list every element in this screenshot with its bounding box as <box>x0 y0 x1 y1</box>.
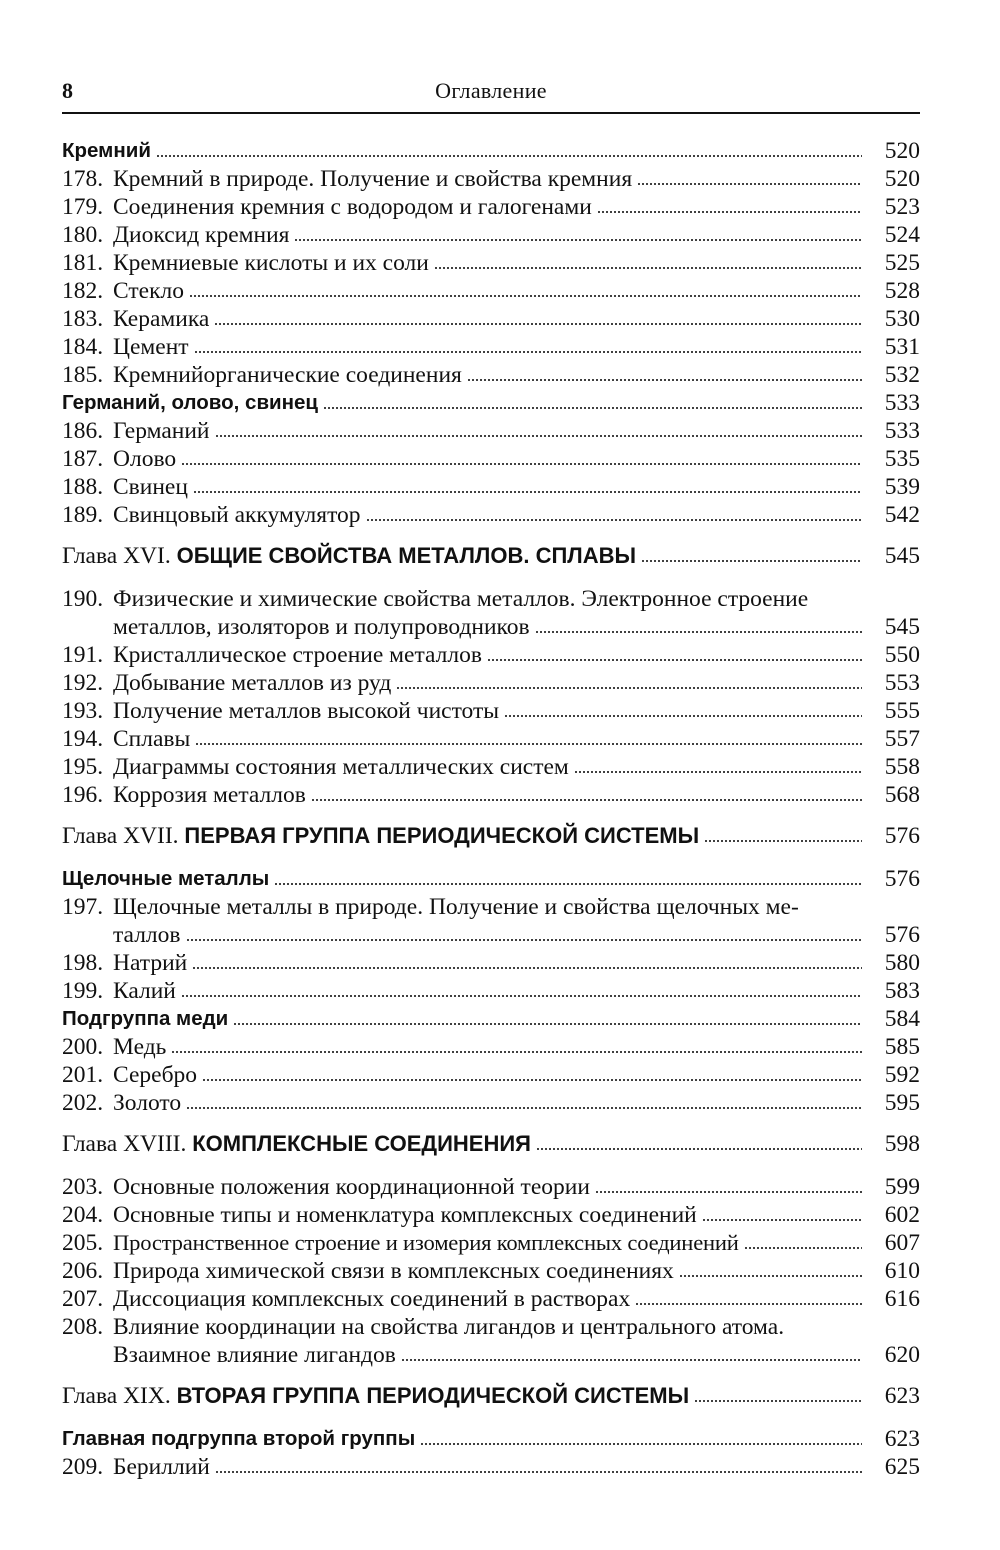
page-ref: 592 <box>884 1062 920 1088</box>
toc-entry[interactable] <box>62 697 920 725</box>
entry-title-line1: Щелочные металлы в природе. Получение и свойства щелочных ме- <box>113 894 799 920</box>
entry-number: 187. <box>62 446 104 472</box>
chapter-label: Глава XVIII. <box>62 1131 187 1157</box>
leader-dots <box>202 1061 862 1085</box>
entry-title: Медь <box>113 1034 167 1060</box>
toc-chapter[interactable] <box>62 542 920 570</box>
entry-number: 193. <box>62 698 104 724</box>
page-ref: 545 <box>884 543 920 569</box>
page-ref: 602 <box>884 1202 920 1228</box>
leader-dots <box>504 697 862 721</box>
entry-number: 201. <box>62 1062 104 1088</box>
entry-number: 191. <box>62 642 104 668</box>
entry-number: 190. <box>62 586 104 612</box>
leader-dots <box>574 753 862 777</box>
leader-dots <box>679 1257 862 1281</box>
toc-entry[interactable] <box>62 1453 920 1481</box>
page-ref: 553 <box>884 670 920 696</box>
page-number: 8 <box>62 78 73 103</box>
entry-title: Диссоциация комплексных соединений в растворах <box>113 1286 631 1312</box>
entry-number: 195. <box>62 754 104 780</box>
entry-title-line1: Физические и химические свойства металлов. Электронное строение <box>113 586 809 612</box>
leader-dots <box>702 1201 862 1225</box>
entry-number: 206. <box>62 1258 104 1284</box>
entry-title: Кремний в природе. Получение и свойства кремния <box>113 166 633 192</box>
toc-entry[interactable] <box>62 949 920 977</box>
toc-chapter[interactable] <box>62 822 920 850</box>
toc-entry[interactable] <box>62 1285 920 1313</box>
entry-title: Диаграммы состояния металлических систем <box>113 754 569 780</box>
toc-chapter[interactable] <box>62 1130 920 1158</box>
section-title: Германий, олово, свинец <box>62 391 319 414</box>
entry-number: 205. <box>62 1230 104 1256</box>
leader-dots <box>595 1173 862 1197</box>
page-ref: 550 <box>884 642 920 668</box>
page-ref: 520 <box>884 166 920 192</box>
entry-number: 180. <box>62 222 104 248</box>
toc-entry[interactable] <box>62 1313 920 1369</box>
page-ref: 599 <box>884 1174 920 1200</box>
leader-dots <box>195 725 862 749</box>
entry-title: Пространственное строение и изомерия комплексных соединений <box>113 1230 739 1255</box>
toc-entry[interactable] <box>62 445 920 473</box>
chapter-title: КОМПЛЕКСНЫЕ СОЕДИНЕНИЯ <box>192 1131 531 1156</box>
page-ref: 545 <box>884 614 920 640</box>
entry-number: 203. <box>62 1174 104 1200</box>
toc-section[interactable] <box>62 389 920 417</box>
page-ref: 576 <box>884 823 920 849</box>
page-header <box>62 76 920 112</box>
toc-entry[interactable] <box>62 193 920 221</box>
leader-dots <box>637 165 862 189</box>
entry-number: 183. <box>62 306 104 332</box>
leader-dots <box>434 249 862 273</box>
toc-entry[interactable] <box>62 305 920 333</box>
chapter-title: ОБЩИЕ СВОЙСТВА МЕТАЛЛОВ. СПЛАВЫ <box>176 543 637 568</box>
entry-number: 200. <box>62 1034 104 1060</box>
page-ref: 623 <box>884 1383 920 1409</box>
toc-entry[interactable] <box>62 977 920 1005</box>
page-ref: 524 <box>884 222 920 248</box>
page-ref: 610 <box>884 1258 920 1284</box>
page-ref: 558 <box>884 754 920 780</box>
entry-number: 189. <box>62 502 104 528</box>
entry-number: 196. <box>62 782 104 808</box>
entry-number: 194. <box>62 726 104 752</box>
toc-entry[interactable] <box>62 277 920 305</box>
toc-entry[interactable] <box>62 1201 920 1229</box>
toc-entry[interactable] <box>62 1033 920 1061</box>
entry-title: Золото <box>113 1090 182 1116</box>
leader-dots <box>194 333 862 357</box>
leader-dots <box>193 473 862 497</box>
entry-title: Добывание металлов из руд <box>113 670 392 696</box>
entry-number: 207. <box>62 1286 104 1312</box>
leader-dots <box>744 1229 862 1253</box>
page-ref: 528 <box>884 278 920 304</box>
page-ref: 539 <box>884 474 920 500</box>
leader-dots <box>641 542 862 566</box>
entry-title-line1: Влияние координации на свойства лигандов и центрального атома. <box>113 1314 785 1340</box>
entry-number: 188. <box>62 474 104 500</box>
toc-entry[interactable] <box>62 669 920 697</box>
leader-dots <box>186 921 863 945</box>
entry-number: 202. <box>62 1090 104 1116</box>
entry-number: 208. <box>62 1314 104 1340</box>
leader-dots <box>181 445 862 469</box>
header-rule <box>62 112 920 114</box>
entry-title: Стекло <box>113 278 184 304</box>
page-ref: 533 <box>884 390 920 416</box>
leader-dots <box>420 1425 862 1449</box>
entry-number: 181. <box>62 250 104 276</box>
chapter-label: Глава XIX. <box>62 1383 171 1409</box>
leader-dots <box>311 781 862 805</box>
entry-number: 186. <box>62 418 104 444</box>
toc-section[interactable] <box>62 137 920 165</box>
toc-entry[interactable] <box>62 249 920 277</box>
running-title: Оглавление <box>435 78 547 103</box>
entry-title-line2: таллов <box>113 922 181 948</box>
page-ref: 568 <box>884 782 920 808</box>
leader-dots <box>396 669 862 693</box>
page-ref: 530 <box>884 306 920 332</box>
toc-chapter[interactable] <box>62 1382 920 1410</box>
toc-entry[interactable] <box>62 1173 920 1201</box>
entry-title: Коррозия металлов <box>113 782 306 808</box>
entry-title: Цемент <box>113 334 189 360</box>
entry-title: Керамика <box>113 306 210 332</box>
entry-number: 182. <box>62 278 104 304</box>
page-ref: 542 <box>884 502 920 528</box>
page-ref: 623 <box>884 1426 920 1452</box>
toc-entry[interactable] <box>62 1229 920 1257</box>
page-ref: 625 <box>884 1454 920 1480</box>
section-title: Подгруппа меди <box>62 1007 229 1030</box>
chapter-label: Глава XVI. <box>62 543 171 569</box>
entry-number: 209. <box>62 1454 104 1480</box>
entry-number: 198. <box>62 950 104 976</box>
leader-dots <box>294 221 862 245</box>
leader-dots <box>233 1005 862 1029</box>
entry-title: Олово <box>113 446 177 472</box>
chapter-title: ПЕРВАЯ ГРУППА ПЕРИОДИЧЕСКОЙ СИСТЕМЫ <box>184 823 700 848</box>
toc-entry[interactable] <box>62 417 920 445</box>
leader-dots <box>215 417 863 441</box>
leader-dots <box>694 1382 862 1406</box>
page-ref: 616 <box>884 1286 920 1312</box>
entry-title: Серебро <box>113 1062 198 1088</box>
entry-title: Получение металлов высокой чистоты <box>113 698 500 724</box>
page-ref: 607 <box>884 1230 920 1256</box>
leader-dots <box>186 1089 862 1113</box>
toc-entry[interactable] <box>62 753 920 781</box>
page-ref: 620 <box>884 1342 920 1368</box>
entry-title: Калий <box>113 978 176 1004</box>
entry-title: Кремниевые кислоты и их соли <box>113 250 429 276</box>
page-ref: 535 <box>884 446 920 472</box>
leader-dots <box>704 822 862 846</box>
leader-dots <box>156 137 862 161</box>
page-ref: 533 <box>884 418 920 444</box>
page-ref: 555 <box>884 698 920 724</box>
toc-section[interactable] <box>62 1005 920 1033</box>
section-title: Щелочные металлы <box>62 867 270 890</box>
page-ref: 583 <box>884 978 920 1004</box>
leader-dots <box>487 641 862 665</box>
leader-dots <box>597 193 862 217</box>
entry-title: Основные положения координационной теории <box>113 1174 590 1200</box>
entry-title: Природа химической связи в комплексных соединениях <box>113 1258 674 1284</box>
toc-entry[interactable] <box>62 725 920 753</box>
page-ref: 576 <box>884 922 920 948</box>
entry-number: 199. <box>62 978 104 1004</box>
toc-entry[interactable] <box>62 1257 920 1285</box>
entry-number: 184. <box>62 334 104 360</box>
leader-dots <box>366 501 862 525</box>
entry-title: Соединения кремния с водородом и галогенами <box>113 194 592 220</box>
leader-dots <box>401 1341 862 1365</box>
toc-entry[interactable] <box>62 473 920 501</box>
leader-dots <box>274 865 862 889</box>
toc-entry[interactable] <box>62 361 920 389</box>
page-ref: 580 <box>884 950 920 976</box>
page-ref: 598 <box>884 1131 920 1157</box>
page-ref: 531 <box>884 334 920 360</box>
section-title: Кремний <box>62 139 151 162</box>
page-ref: 532 <box>884 362 920 388</box>
entry-number: 185. <box>62 362 104 388</box>
toc-entry[interactable] <box>62 221 920 249</box>
entry-title: Сплавы <box>113 726 191 752</box>
page-ref: 523 <box>884 194 920 220</box>
entry-title: Кремнийорганические соединения <box>113 362 462 388</box>
toc-entry[interactable] <box>62 641 920 669</box>
entry-number: 178. <box>62 166 104 192</box>
entry-title: Натрий <box>113 950 188 976</box>
toc-entry[interactable] <box>62 781 920 809</box>
leader-dots <box>181 977 862 1001</box>
toc-entry[interactable] <box>62 333 920 361</box>
toc-section[interactable] <box>62 865 920 893</box>
toc-entry[interactable] <box>62 1061 920 1089</box>
entry-number: 179. <box>62 194 104 220</box>
toc-entry[interactable] <box>62 165 920 193</box>
toc-section[interactable] <box>62 1425 920 1453</box>
entry-number: 192. <box>62 670 104 696</box>
entry-title: Германий <box>113 418 210 444</box>
toc-entry[interactable] <box>62 501 920 529</box>
toc-entry[interactable] <box>62 893 920 949</box>
leader-dots <box>323 389 862 413</box>
entry-number: 204. <box>62 1202 104 1228</box>
chapter-title: ВТОРАЯ ГРУППА ПЕРИОДИЧЕСКОЙ СИСТЕМЫ <box>176 1383 690 1408</box>
leader-dots <box>215 1453 862 1477</box>
page-ref: 576 <box>884 866 920 892</box>
leader-dots <box>171 1033 862 1057</box>
page-ref: 585 <box>884 1034 920 1060</box>
entry-number: 197. <box>62 894 104 920</box>
page-ref: 584 <box>884 1006 920 1032</box>
toc-entry[interactable] <box>62 1089 920 1117</box>
page-ref: 525 <box>884 250 920 276</box>
entry-title-line2: Взаимное влияние лигандов <box>113 1342 396 1368</box>
section-title: Главная подгруппа второй группы <box>62 1427 416 1450</box>
entry-title: Диоксид кремния <box>113 222 290 248</box>
page-ref: 520 <box>884 138 920 164</box>
entry-title-line2: металлов, изоляторов и полупроводников <box>113 614 530 640</box>
leader-dots <box>214 305 862 329</box>
chapter-label: Глава XVII. <box>62 823 179 849</box>
entry-title: Основные типы и номенклатура комплексных соединений <box>113 1202 697 1228</box>
entry-title: Свинец <box>113 474 188 500</box>
page-ref: 557 <box>884 726 920 752</box>
entry-title: Бериллий <box>113 1454 210 1480</box>
toc-entry[interactable] <box>62 585 920 641</box>
entry-title: Свинцовый аккумулятор <box>113 502 361 528</box>
entry-title: Кристаллическое строение металлов <box>113 642 482 668</box>
leader-dots <box>192 949 862 973</box>
leader-dots <box>536 1130 862 1154</box>
leader-dots <box>635 1285 862 1309</box>
page-ref: 595 <box>884 1090 920 1116</box>
leader-dots <box>535 613 862 637</box>
table-of-contents <box>62 137 920 1481</box>
leader-dots <box>467 361 862 385</box>
leader-dots <box>189 277 862 301</box>
